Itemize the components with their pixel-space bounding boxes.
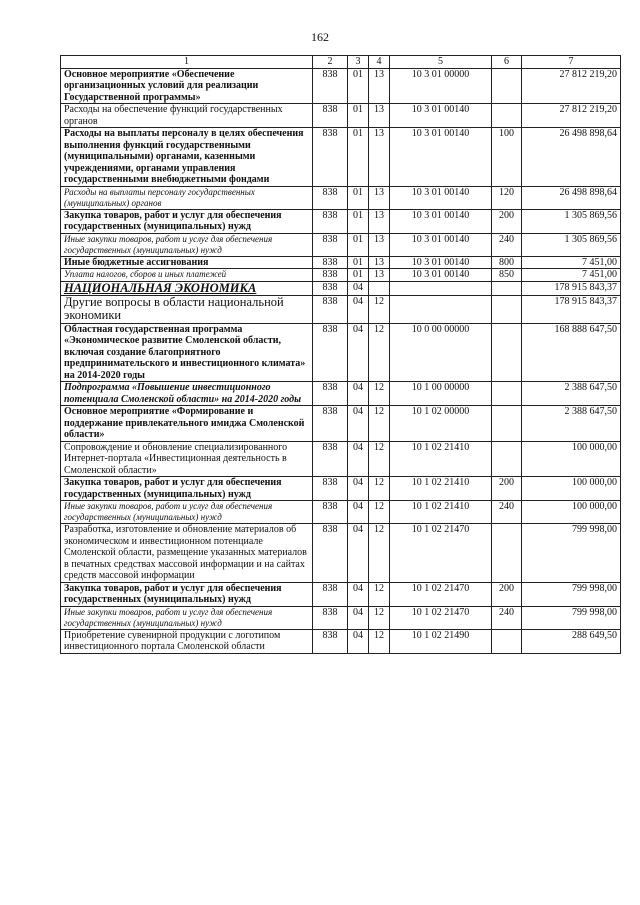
row-subsection xyxy=(369,281,390,295)
row-name: Расходы на выплаты персоналу государственных (муниципальных) органов xyxy=(61,186,313,209)
row-target-article: 10 1 02 21490 xyxy=(390,629,492,653)
row-target-article: 10 3 01 00140 xyxy=(390,256,492,269)
row-expense-type xyxy=(492,382,522,406)
row-admin-code: 838 xyxy=(313,256,348,269)
row-amount: 2 388 647,50 xyxy=(522,406,621,442)
row-name: Закупка товаров, работ и услуг для обеспечения государственных (муниципальных) нужд xyxy=(61,209,313,233)
table-row xyxy=(61,256,621,269)
row-subsection: 12 xyxy=(369,477,390,501)
row-admin-code: 838 xyxy=(313,186,348,209)
row-section: 01 xyxy=(348,256,369,269)
row-admin-code: 838 xyxy=(313,606,348,629)
row-target-article: 10 3 01 00140 xyxy=(390,186,492,209)
row-subsection: 13 xyxy=(369,68,390,104)
header-col-3: 3 xyxy=(348,56,369,69)
row-amount: 2 388 647,50 xyxy=(522,382,621,406)
row-name: Другие вопросы в области национальной экономики xyxy=(61,295,313,323)
row-target-article: 10 3 01 00140 xyxy=(390,209,492,233)
table-row xyxy=(61,323,621,382)
row-expense-type xyxy=(492,281,522,295)
row-amount: 100 000,00 xyxy=(522,477,621,501)
row-target-article: 10 3 01 00000 xyxy=(390,68,492,104)
table-row xyxy=(61,186,621,209)
row-admin-code: 838 xyxy=(313,582,348,606)
row-name: Иные закупки товаров, работ и услуг для обеспечения государственных (муниципальных) нужд xyxy=(61,501,313,524)
row-target-article: 10 1 02 21410 xyxy=(390,477,492,501)
row-name: Разработка, изготовление и обновление материалов об экономическом и инвестиционном потенциале Смоленской области, размещение указанных материалов в печатных средствах массовой информации и на сайтах средств массовой информации xyxy=(61,524,313,583)
table-row xyxy=(61,582,621,606)
row-name: Закупка товаров, работ и услуг для обеспечения государственных (муниципальных) нужд xyxy=(61,477,313,501)
row-amount: 799 998,00 xyxy=(522,524,621,583)
row-section: 01 xyxy=(348,104,369,128)
header-col-2: 2 xyxy=(313,56,348,69)
row-admin-code: 838 xyxy=(313,501,348,524)
row-expense-type xyxy=(492,629,522,653)
row-section: 04 xyxy=(348,477,369,501)
row-subsection: 13 xyxy=(369,186,390,209)
row-expense-type: 800 xyxy=(492,256,522,269)
row-name: Закупка товаров, работ и услуг для обеспечения государственных (муниципальных) нужд xyxy=(61,582,313,606)
header-col-1: 1 xyxy=(61,56,313,69)
row-section: 01 xyxy=(348,186,369,209)
row-admin-code: 838 xyxy=(313,295,348,323)
table-row xyxy=(61,269,621,282)
row-section: 04 xyxy=(348,606,369,629)
row-expense-type xyxy=(492,295,522,323)
row-target-article: 10 1 02 21470 xyxy=(390,524,492,583)
row-section: 04 xyxy=(348,629,369,653)
row-amount: 100 000,00 xyxy=(522,501,621,524)
row-expense-type: 120 xyxy=(492,186,522,209)
row-amount: 178 915 843,37 xyxy=(522,295,621,323)
row-admin-code: 838 xyxy=(313,209,348,233)
row-subsection: 12 xyxy=(369,382,390,406)
row-subsection: 12 xyxy=(369,524,390,583)
row-expense-type xyxy=(492,524,522,583)
table-row xyxy=(61,501,621,524)
row-admin-code: 838 xyxy=(313,128,348,187)
row-section: 01 xyxy=(348,209,369,233)
row-subsection: 12 xyxy=(369,501,390,524)
row-amount: 100 000,00 xyxy=(522,441,621,477)
table-body xyxy=(61,68,621,653)
row-subsection: 12 xyxy=(369,606,390,629)
row-admin-code: 838 xyxy=(313,382,348,406)
row-expense-type: 200 xyxy=(492,209,522,233)
row-section: 04 xyxy=(348,524,369,583)
row-section: 01 xyxy=(348,269,369,282)
row-target-article: 10 3 01 00140 xyxy=(390,269,492,282)
row-target-article xyxy=(390,295,492,323)
row-amount: 799 998,00 xyxy=(522,606,621,629)
row-target-article: 10 3 01 00140 xyxy=(390,233,492,256)
row-target-article: 10 1 02 21410 xyxy=(390,441,492,477)
row-admin-code: 838 xyxy=(313,323,348,382)
header-col-4: 4 xyxy=(369,56,390,69)
row-expense-type: 200 xyxy=(492,477,522,501)
row-name: Расходы на обеспечение функций государственных органов xyxy=(61,104,313,128)
header-col-6: 6 xyxy=(492,56,522,69)
row-name: Уплата налогов, сборов и иных платежей xyxy=(61,269,313,282)
row-name: Сопровождение и обновление специализированного Интернет-портала «Инвестиционная деятельность в Смоленской области» xyxy=(61,441,313,477)
row-amount: 26 498 898,64 xyxy=(522,186,621,209)
row-expense-type xyxy=(492,323,522,382)
row-expense-type: 240 xyxy=(492,501,522,524)
row-section: 04 xyxy=(348,441,369,477)
row-target-article: 10 1 02 21410 xyxy=(390,501,492,524)
row-subsection: 12 xyxy=(369,323,390,382)
row-section: 04 xyxy=(348,406,369,442)
row-amount: 288 649,50 xyxy=(522,629,621,653)
row-subsection: 12 xyxy=(369,629,390,653)
row-name: Приобретение сувенирной продукции с логотипом инвестиционного портала Смоленской области xyxy=(61,629,313,653)
row-name: Областная государственная программа «Экономическое развитие Смоленской области, включая создание благоприятного предпринимательского и инвестиционного климата» на 2014-2020 годы xyxy=(61,323,313,382)
row-name: НАЦИОНАЛЬНАЯ ЭКОНОМИКА xyxy=(61,281,313,295)
row-section: 04 xyxy=(348,582,369,606)
table-header-row xyxy=(61,56,621,69)
row-section: 04 xyxy=(348,295,369,323)
row-expense-type: 200 xyxy=(492,582,522,606)
row-section: 01 xyxy=(348,233,369,256)
row-expense-type: 240 xyxy=(492,606,522,629)
row-amount: 26 498 898,64 xyxy=(522,128,621,187)
row-amount: 7 451,00 xyxy=(522,256,621,269)
row-admin-code: 838 xyxy=(313,524,348,583)
row-amount: 7 451,00 xyxy=(522,269,621,282)
row-amount: 27 812 219,20 xyxy=(522,104,621,128)
row-section: 04 xyxy=(348,281,369,295)
row-admin-code: 838 xyxy=(313,441,348,477)
table-row xyxy=(61,281,621,295)
row-subsection: 13 xyxy=(369,128,390,187)
row-name: Иные закупки товаров, работ и услуг для обеспечения государственных (муниципальных) нужд xyxy=(61,233,313,256)
table-row xyxy=(61,441,621,477)
row-subsection: 12 xyxy=(369,295,390,323)
table-row xyxy=(61,477,621,501)
page-number: 162 xyxy=(311,30,329,44)
row-admin-code: 838 xyxy=(313,406,348,442)
row-subsection: 12 xyxy=(369,441,390,477)
row-subsection: 13 xyxy=(369,269,390,282)
row-admin-code: 838 xyxy=(313,281,348,295)
row-expense-type xyxy=(492,406,522,442)
row-section: 01 xyxy=(348,128,369,187)
row-amount: 1 305 869,56 xyxy=(522,233,621,256)
row-name: Иные бюджетные ассигнования xyxy=(61,256,313,269)
table-row xyxy=(61,104,621,128)
table-row xyxy=(61,233,621,256)
table-row xyxy=(61,406,621,442)
row-admin-code: 838 xyxy=(313,269,348,282)
row-target-article: 10 1 02 00000 xyxy=(390,406,492,442)
row-admin-code: 838 xyxy=(313,477,348,501)
row-name: Расходы на выплаты персоналу в целях обеспечения выполнения функций государственными (муниципальными) органами, казенными учреждениями, органами управления государственными внебюджетными фондами xyxy=(61,128,313,187)
header-col-5: 5 xyxy=(390,56,492,69)
table-row xyxy=(61,524,621,583)
header-col-7: 7 xyxy=(522,56,621,69)
row-expense-type xyxy=(492,104,522,128)
row-section: 04 xyxy=(348,323,369,382)
row-expense-type: 850 xyxy=(492,269,522,282)
row-target-article: 10 3 01 00140 xyxy=(390,104,492,128)
row-expense-type: 240 xyxy=(492,233,522,256)
row-section: 04 xyxy=(348,501,369,524)
row-amount: 168 888 647,50 xyxy=(522,323,621,382)
row-amount: 27 812 219,20 xyxy=(522,68,621,104)
row-name: Основное мероприятие «Формирование и поддержание привлекательного имиджа Смоленской области» xyxy=(61,406,313,442)
row-subsection: 12 xyxy=(369,406,390,442)
row-amount: 178 915 843,37 xyxy=(522,281,621,295)
table-row xyxy=(61,629,621,653)
row-expense-type xyxy=(492,441,522,477)
row-target-article xyxy=(390,281,492,295)
row-admin-code: 838 xyxy=(313,104,348,128)
row-subsection: 13 xyxy=(369,256,390,269)
row-target-article: 10 1 02 21470 xyxy=(390,582,492,606)
row-section: 04 xyxy=(348,382,369,406)
row-subsection: 12 xyxy=(369,582,390,606)
row-amount: 799 998,00 xyxy=(522,582,621,606)
table-row xyxy=(61,295,621,323)
table-row xyxy=(61,68,621,104)
budget-table xyxy=(60,55,621,654)
row-target-article: 10 1 00 00000 xyxy=(390,382,492,406)
row-section: 01 xyxy=(348,68,369,104)
row-target-article: 10 1 02 21470 xyxy=(390,606,492,629)
row-target-article: 10 3 01 00140 xyxy=(390,128,492,187)
row-subsection: 13 xyxy=(369,209,390,233)
row-name: Основное мероприятие «Обеспечение организационных условий для реализации Государственной программы» xyxy=(61,68,313,104)
table-row xyxy=(61,606,621,629)
row-expense-type: 100 xyxy=(492,128,522,187)
row-name: Подпрограмма «Повышение инвестиционного потенциала Смоленской области» на 2014-2020 годы xyxy=(61,382,313,406)
table-row xyxy=(61,382,621,406)
row-name: Иные закупки товаров, работ и услуг для обеспечения государственных (муниципальных) нужд xyxy=(61,606,313,629)
row-amount: 1 305 869,56 xyxy=(522,209,621,233)
row-subsection: 13 xyxy=(369,233,390,256)
row-admin-code: 838 xyxy=(313,68,348,104)
row-subsection: 13 xyxy=(369,104,390,128)
table-row xyxy=(61,209,621,233)
row-admin-code: 838 xyxy=(313,233,348,256)
row-expense-type xyxy=(492,68,522,104)
row-target-article: 10 0 00 00000 xyxy=(390,323,492,382)
table-row xyxy=(61,128,621,187)
row-admin-code: 838 xyxy=(313,629,348,653)
